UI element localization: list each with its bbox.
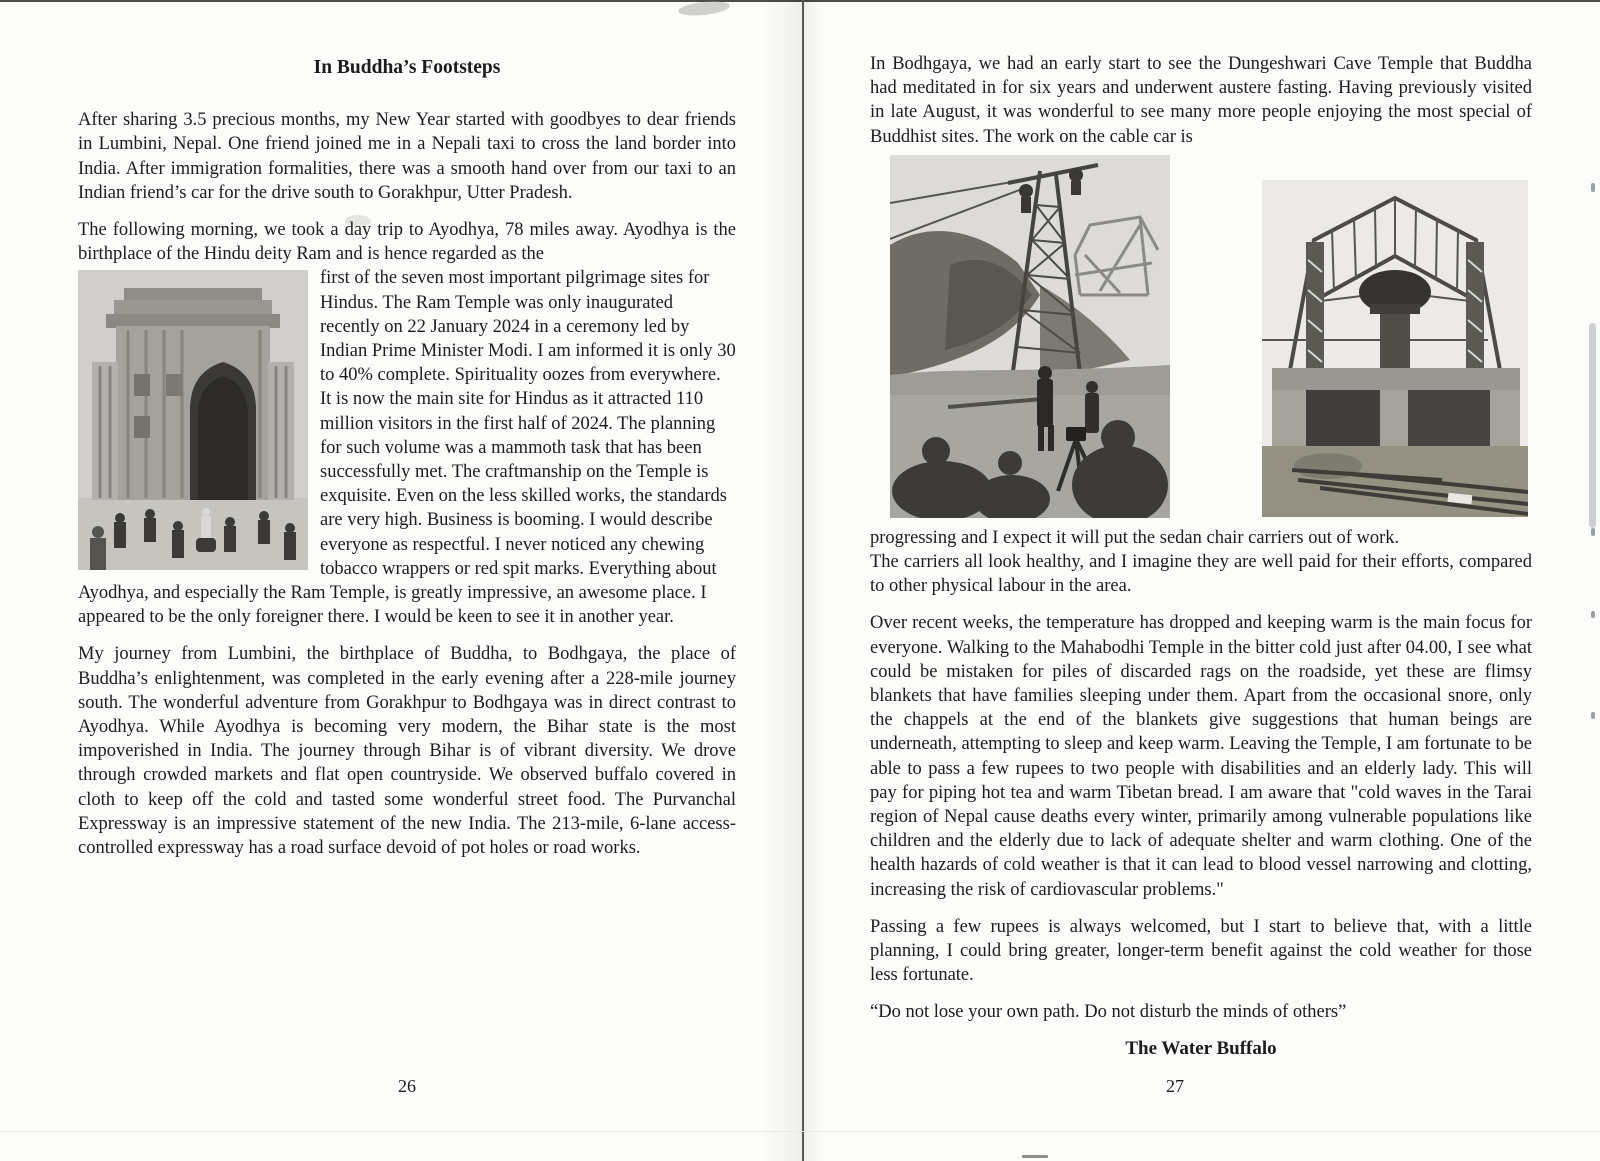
gutter-shadow xyxy=(760,0,803,1161)
page-edge-mark xyxy=(1591,528,1595,536)
scan-bottom-line xyxy=(0,1131,1600,1132)
paragraph: In Bodhgaya, we had an early start to see the Dungeshwari Cave Temple that Buddha had meditated in for six years and underwent austere fasting. Having previously visited in late August, it was wonderful to see many more people enjoying the most special of Buddhist sites. The work on the cable car is xyxy=(870,54,1532,147)
gutter-right-shadow xyxy=(804,0,822,1161)
page-edge-mark xyxy=(1591,611,1595,618)
page-number-left: 26 xyxy=(398,1076,416,1096)
paragraph: The following morning, we took a day trip to Ayodhya, 78 miles away. Ayodhya is the birthplace of the Hindu deity Ram and is hence regarded as the xyxy=(78,220,736,265)
page-title: In Buddha’s Footsteps xyxy=(313,57,501,78)
paragraph: progressing and I expect it will put the sedan chair carriers out of work. xyxy=(870,527,1400,548)
paragraph: My journey from Lumbini, the birthplace of Buddha, to Bodhgaya, the place of Buddha’s enlightenment, was completed in the early evening after a 228-mile journey south. The wonderful adventure from Gorakhpur to Bodhgaya was in direct contrast to Ayodhya. While Ayodhya is becoming very modern, the Bihar state is the most impoverished in India. The journey through Bihar is of vibrant diversity. We drove through crowded markets and flat open countryside. We observed buffalo covered in cloth to keep off the cold and tasted some wonderful street food. The Purvanchal Expressway is an impressive statement of the new India. The 213-mile, 6-lane access-controlled expressway has a road surface devoid of pot holes or road works. xyxy=(78,644,736,859)
photo-row xyxy=(870,155,1532,518)
paragraph: After sharing 3.5 precious months, my New Year started with goodbyes to dear friends in Lumbini, Nepal. One friend joined me in a Nepali taxi to cross the land border into India. After immigration formalities, there was a smooth hand over from our taxi to an Indian friend’s car for the drive south to Gorakhpur, Utter Pradesh. xyxy=(78,110,736,203)
scan-smudge xyxy=(677,0,730,18)
right-page xyxy=(870,52,1532,1061)
scan-bottom-mark xyxy=(1022,1155,1048,1158)
page-edge-mark xyxy=(1591,183,1595,192)
cable-car-station-photo xyxy=(1262,180,1528,517)
cable-car-pylon-photo xyxy=(890,155,1170,518)
left-page xyxy=(78,56,736,873)
ram-temple-gate-photo xyxy=(78,270,308,570)
paragraph-wrapped-text: first of the seven most important pilgrimage sites for Hindus. The Ram Temple was only inaugurated recently on 22 January 2024 in a ceremony led by Indian Prime Minister Modi. I am informed it is only 30 to 40% complete. Spirituality oozes from everywhere. It is now the main site for Hindus as it attracted 110 million visitors in the first half of 2024. The planning for such volume was a mammoth task that has been successfully met. The craftmanship on the Temple is exquisite. Even on the less skilled works, the standards are very high. Business is booming. I would describe everyone as respectful. I never noticed any chewing tobacco wrappers or red spit marks. Everything about Ayodhya, and especially the Ram Temple, is greatly impressive, an awesome place. I appeared to be the only foreigner there. I would be keen to see it in another year. xyxy=(78,268,736,628)
paragraph-with-photo xyxy=(78,266,736,629)
paragraph: The carriers all look healthy, and I imagine they are well paid for their efforts, compared to other physical labour in the area. xyxy=(870,552,1532,597)
page-edge-mark xyxy=(1591,712,1595,719)
page-number-right: 27 xyxy=(1166,1076,1184,1096)
closing-quote: “Do not lose your own path. Do not disturb the minds of others” xyxy=(870,1002,1347,1023)
paragraph: Passing a few rupees is always welcomed, but I start to believe that, with a little planning, I could bring greater, longer-term benefit against the cold weather for those less fortunate. xyxy=(870,916,1532,986)
author-signature: The Water Buffalo xyxy=(1125,1037,1277,1059)
page-edge-streak xyxy=(1589,323,1596,528)
paragraph: Over recent weeks, the temperature has dropped and keeping warm is the main focus for everyone. Walking to the Mahabodhi Temple in the bitter cold just after 04.00, I see what could be mistaken for piles of discarded rags on the roadside, yet these are flimsy blankets that have families sleeping under them. Apart from the occasional snore, only the chappels at the end of the blankets give suggestions that human beings are underneath, attempting to sleep and keep warm. Leaving the Temple, I am fortunate to be able to pass a few rupees to two people with disabilities and an elderly lady. This will pay for piping hot tea and warm Tibetan bread. I am aware that "cold waves in the Tarai region of Nepal cause deaths every winter, primarily among vulnerable populations like children and the elderly due to lack of adequate shelter and warm clothing. One of the health hazards of cold weather is that it can lead to blood vessel narrowing and clotting, increasing the risk of cardiovascular problems." xyxy=(870,613,1532,900)
